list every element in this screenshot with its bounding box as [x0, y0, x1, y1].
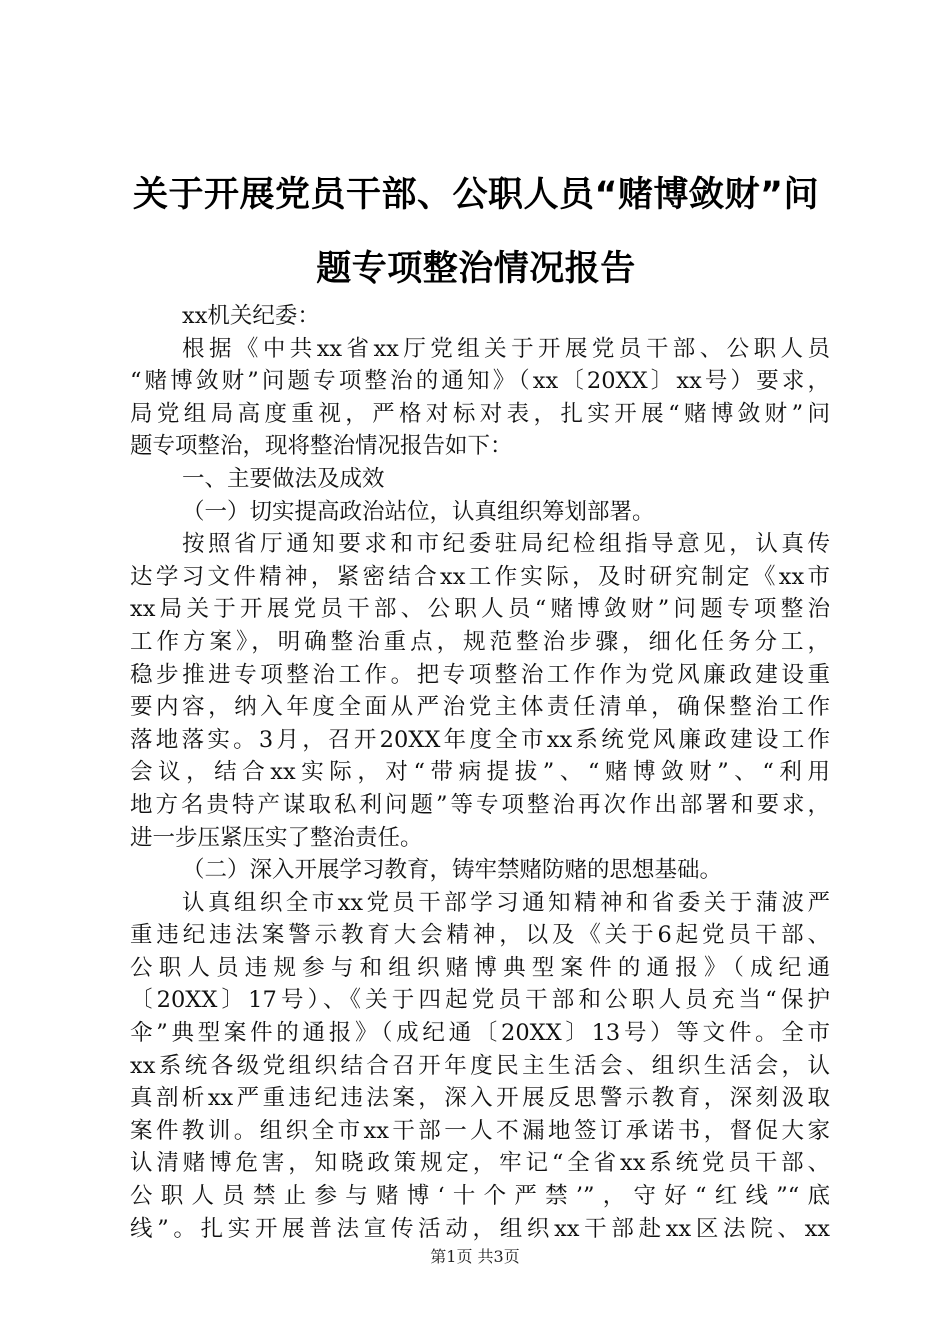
text-line: 按照省厅通知要求和市纪委驻局纪检组指导意见，认真传 [182, 531, 830, 558]
section-heading: 一、主要做法及成效 [182, 465, 385, 492]
text-line: 公职人员违规参与和组织赌博典型案件的通报》（成纪通 [130, 954, 830, 981]
subsection-heading: （一）切实提高政治站位，认真组织筹划部署。 [182, 498, 655, 525]
text-line: 真剖析xx严重违纪违法案，深入开展反思警示教育，深刻汲取 [130, 1085, 830, 1112]
text-line: 认真组织全市xx党员干部学习通知精神和省委关于蒲波严 [182, 889, 830, 916]
text-line: 题专项整治，现将整治情况报告如下： [130, 433, 513, 460]
text-line: 公职人员禁止参与赌博‘十个严禁’”，守好“红线”“底 [130, 1183, 830, 1210]
text-line: 会议，结合xx实际，对“带病提拔”、“赌博敛财”、“利用 [130, 759, 830, 786]
text-line: 要内容，纳入年度全面从严治党主体责任清单，确保整治工作 [130, 694, 830, 721]
text-line: 进一步压紧压实了整治责任。 [130, 824, 423, 851]
text-line: 根据《中共xx省xx厅党组关于开展党员干部、公职人员 [182, 335, 830, 362]
text-line: 达学习文件精神，紧密结合xx工作实际，及时研究制定《xx市 [130, 563, 830, 590]
title-line-2: 题专项整治情况报告 [316, 249, 636, 289]
document-title [120, 158, 832, 306]
salutation: xx机关纪委： [182, 303, 320, 329]
text-line: 落地落实。3月，召开20XX年度全市xx系统党风廉政建设工作 [130, 726, 830, 753]
text-line: 伞”典型案件的通报》（成纪通〔20XX〕13号）等文件。全市 [130, 1020, 830, 1047]
text-line: xx系统各级党组织结合召开年度民主生活会、组织生活会，认 [130, 1052, 830, 1079]
text-line: 线”。扎实开展普法宣传活动，组织xx干部赴xx区法院、xx [130, 1215, 830, 1242]
text-line: 重违纪违法案警示教育大会精神，以及《关于6起党员干部、 [130, 922, 830, 949]
text-line: “赌博敛财”问题专项整治的通知》（xx〔20XX〕xx号）要求， [130, 368, 830, 395]
text-line: 局党组局高度重视，严格对标对表，扎实开展“赌博敛财”问 [130, 400, 830, 427]
title-line-1: 关于开展党员干部、公职人员“赌博敛财”问 [132, 175, 819, 215]
text-line: 案件教训。组织全市xx干部一人不漏地签订承诺书，督促大家 [130, 1117, 830, 1144]
text-line: 〔20XX〕17号）、《关于四起党员干部和公职人员充当“保护 [130, 987, 830, 1014]
subsection-heading: （二）深入开展学习教育，铸牢禁赌防赌的思想基础。 [182, 857, 723, 884]
text-line: 稳步推进专项整治工作。把专项整治工作作为党风廉政建设重 [130, 661, 830, 688]
page-number-footer: 第1页 共3页 [430, 1247, 520, 1266]
document-body [130, 300, 830, 1245]
text-line: xx局关于开展党员干部、公职人员“赌博敛财”问题专项整治 [130, 596, 830, 623]
text-line: 地方名贵特产谋取私利问题”等专项整治再次作出部署和要求， [130, 791, 830, 818]
text-line: 工作方案》，明确整治重点，规范整治步骤，细化任务分工， [130, 628, 830, 655]
text-line: 认清赌博危害，知晓政策规定，牢记“全省xx系统党员干部、 [130, 1150, 830, 1177]
